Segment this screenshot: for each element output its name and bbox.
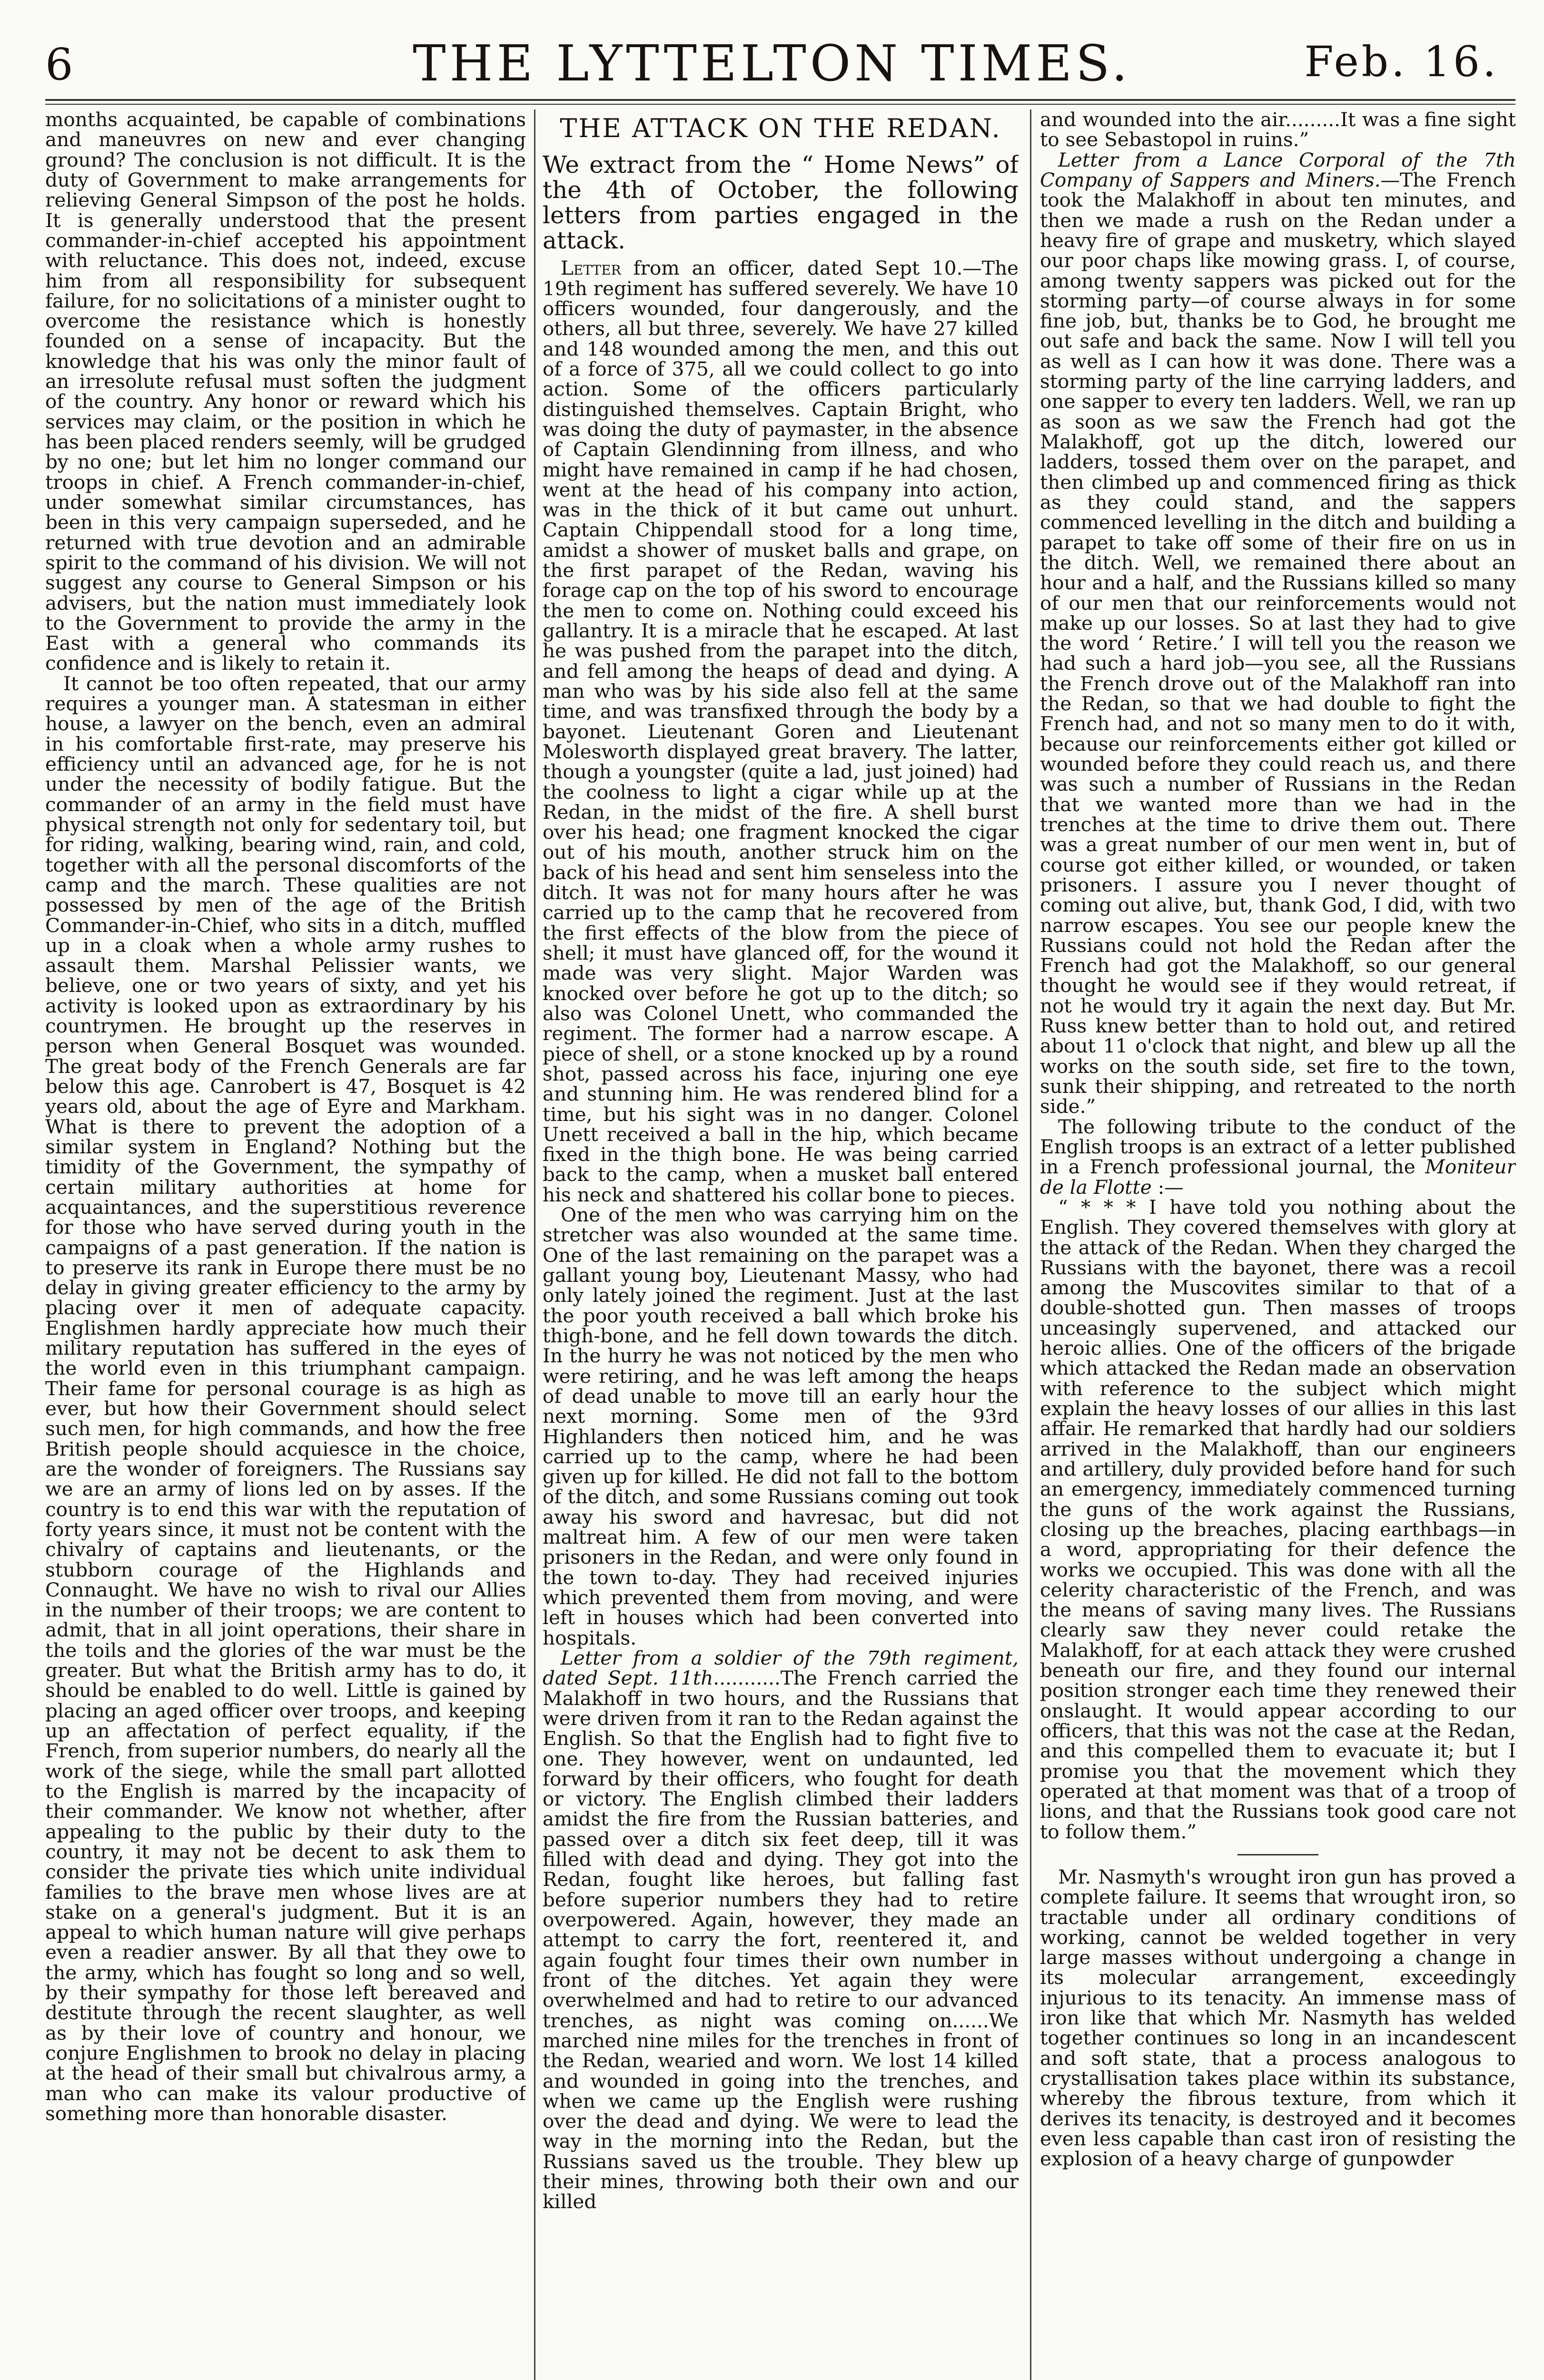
column-3 xyxy=(1040,109,1516,2380)
page-number: 6 xyxy=(45,39,73,90)
soldier-letter-label: Letter from a soldier of the 79th regiment, dated Sept. 11th xyxy=(543,1646,1019,1690)
editorial-paragraph-2: It cannot be too often repeated, that our army requires a younger man. A statesman in either house, a lawyer on the bench, even an admiral in his comfortable first-rate, may preserve his efficiency until an advanced age, for he is not under the necessity of bodily fatigue. But the commander of an army in the field must have physical strength not only for sedentary toil, but for riding, walking, bearing wind, rain, and cold, together with all the personal discomforts of the camp and the march. These qualities are not possessed by men of the age of the British Commander-in-Chief, who sits in a ditch, muffled up in a cloak when a whole army rushes to assault them. Marshal Pelissier wants, we believe, one or two years of sixty, and yet his activity is looked upon as extraordinary by his countrymen. He brought up the reserves in person when General Bosquet was wounded. The great body of the French Generals are far below this age. Canrobert is 47, Bosquet is 42 years old, about the age of Eyre and Markham. What is there to prevent the adoption of a similar system in England? Nothing but the timidity of the Government, the sympathy of certain military authorities at home for acquaintances, and the superstitious reverence for those who have served during youth in the campaigns of a past generation. If the nation is to preserve its rank in Europe there must be no delay in giving greater efficiency to the army by placing over it men of adequate capacity. Englishmen hardly appreciate how much their military reputation has suffered in the eyes of the world even in this triumphant campaign. Their fame for personal courage is as high as ever, but how their Government should select such men, for high commands, and how the free British people should acquiesce in the choice, are the wonder of foreigners. The Russians say we are an army of lions led on by asses. If the country is to end this war with the reputation of forty years since, it must not be content with the chivalry of captains and lieutenants, or the stubborn courage of the Highlands and Connaught. We have no wish to rival our Allies in the number of their troops; we are content to admit, that in all joint operations, their share in the toils and the glories of the war must be the greater. But what the British army has to do, it should be enabled to do well. Little is gained by placing an aged officer over troops, and keeping up an affectation of perfect equality, if the French, from superior numbers, do nearly all the work of the siege, while the small part allotted to the English is marred by the incapacity of their commander. We know not whether, after appealing to the public by their duty to the country, it may not be decent to ask them to consider the private ties which unite individual families to the brave men whose lives are at stake on a general's judgment. But it is an appeal to which human nature will give perhaps even a readier answer. By all that they owe to the army, which has fought so long and so well, by their sympathy for those left bereaved and destitute through the recent slaughter, as well as by their love of country and honour, we conjure Englishmen to brook no delay in placing at the head of their small but chivalrous army, a man who can make its valour productive of something more than honorable disaster. xyxy=(45,672,526,2125)
soldier-letter-end: and wounded into the air.........It was a fine sight to see Sebastopol in ruins.” xyxy=(1040,109,1516,151)
tribute-intro-text: The following tribute to the conduct of the English troops is an extract of a letter published in a French professional journal, the xyxy=(1040,1115,1516,1179)
column-1 xyxy=(45,109,526,2380)
officer-letter-text: from an officer, dated Sept 10.—The 19th regiment has suffered severely. We have 10 officers wounded, four dangerously, and the others, all but three, severely. We have 27 killed and 148 wounded among the men, and this out of a force of 375, all we could collect to go into action. Some of the officers particularly distinguished themselves. Captain Bright, who was doing the duty of paymaster, in the absence of Captain Glendinning from illness, and who might have remained in camp if he had chosen, went at the head of his company into action, was in the thick of it but came out unhurt. Captain Chippendall stood for a long time, amidst a shower of musket balls and grape, on the first parapet of the Redan, waving his forage cap on the top of his sword to encourage the men to come on. Nothing could exceed his gallantry. It is a miracle that he escaped. At last he was pushed from the parapet into the ditch, and fell among the heaps of dead and dying. A man who was by his side also fell at the same time, and was transfixed through the body by a bayonet. Lieutenant Goren and Lieutenant Molesworth displayed great bravery. The latter, though a youngster (quite a lad, just joined) had the coolness to light a cigar while up at the Redan, in the midst of the fire. A shell burst over his head; one fragment knocked the cigar out of his mouth, another struck him on the back of his head and sent him senseless into the ditch. It was not for many hours after he was carried up to the camp that he recovered from the first effects of the blow from the piece of shell; it must have glanced off, for the wound it made was very slight. Major Warden was knocked over before he got up to the ditch; so also was Colonel Unett, who commanded the regiment. The former had a narrow escape. A piece of shell, or a stone knocked up by a round shot, passed across his face, injuring one eye and stunning him. He was rendered blind for a time, but his sight was in no danger. Colonel Unett received a ball in the hip, which became fixed in the thigh bone. He was being carried back to the camp, when a musket ball entered his neck and shattered his collar bone to pieces. xyxy=(543,257,1019,1206)
header-rule xyxy=(45,99,1515,105)
issue-date: Feb. 16. xyxy=(1304,37,1499,86)
officer-letter xyxy=(543,258,1019,1205)
sapper-letter-text: —The French took the Malakhoff in about ten minutes, and then we made a rush on the Redan under a heavy fire of grape and musketry, which slayed our poor chaps like mowing grass. I, of course, among twenty sappers was picked out for the storming party—of course always in for some fine job, but, thanks be to God, he brought me out safe and back the same. Now I will tell you as well as I can how it was done. There was a storming party of the line carrying ladders, and one sapper to every ten ladders. Well, we ran up as soon as we saw the French had got the Malakhoff, got up the ditch, lowered our ladders, tossed them over on the parapet, and then climbed up and commenced firing as thick as they could stand, and the sappers commenced levelling in the ditch and building a parapet to take off some of their fire on us in the ditch. Well, we remained there about an hour and a half, and the Russians killed so many of our men that our reinforcements would not make up our losses. So at last they had to give the word ‘ Retire.’ I will tell you the reason we had such a hard job—you see, all the Russians the French drove out of the Malakhoff ran into the Redan, so that we had double to fight the French had, and not so many men to do it with, because our reinforcements either got killed or wounded before they could reach us, and there was such a number of Russians in the Redan that we wanted more than we had in the trenches at the time to drive them out. There was a great number of our men went in, but of course got either killed, or wounded, or taken prisoners. I assure you I never thought of coming out alive, but, thank God, I did, with two narrow escapes. You see our people knew the Russians could not hold the Redan after the French had got the Malakhoff, so our general thought he would see if they would retreat, if not he would try it again the next day. But Mr. Russ knew better than to hold out, and retired about 11 o'clock that night, and blew up all the works on the south side, set fire to the town, sunk their shipping, and retreated to the north side.” xyxy=(1040,168,1516,1118)
sapper-letter-label: Letter from a Lance Corporal of the 7th Company of Sappers and Miners. xyxy=(1040,148,1516,191)
column-2 xyxy=(543,109,1019,2380)
officer-letter-continued: One of the men who was carrying him on the stretcher was also wounded at the same time. One of the last remaining on the parapet was a gallant young boy, Lieutenant Massy, who had only lately joined the regiment. Just at the last the poor youth received a ball which broke his thigh-bone, and he fell down towards the ditch. In the hurry he was not noticed by the men who were retiring, and he was left among the heaps of dead unable to move till an early hour the next morning. Some men of the 93rd Highlanders then noticed him, and he was carried up to the camp, where he had been given up for killed. He did not fall to the bottom of the ditch, and some Russians coming out took away his sword and havresac, but did not maltreat him. A few of our men were taken prisoners in the Redan, and were only found in the town to-day. They had received injuries which prevented them from moving, and were left in houses which had been converted into hospitals. xyxy=(543,1203,1019,1649)
article-intro: We extract from the “ Home News” of the 4th of October, the following letters from parties engaged in the attack. xyxy=(543,151,1019,255)
letter-label: Letter xyxy=(561,257,621,280)
article-divider xyxy=(1237,1854,1318,1855)
tribute-text: “ * * * I have told you nothing about the English. They covered themselves with glory at the attack of the Redan. When they charged the Russians with the bayonet, there was a recoil among the Muscovites similar to that of a double-shotted gun. Then masses of troops unceasingly supervened, and attacked our heroic allies. One of the officers of the brigade which attacked the Redan made an observation with reference to the subject which might explain the heavy losses of our allies in this last affair. He remarked that hardly had our soldiers arrived in the Malakhoff, than our engineers and artillery, duly provided before hand for such an emergency, immediately commenced turning the guns of the work against the Russians, closing up the breaches, placing earthbags—in a word, appropriating for their defence the works we occupied. This was done with all the celerity characteristic of the French, and was the means of saving many lives. The Russians clearly saw they never could retake the Malakhoff, for at each attack they were crushed beneath our fire, and they found our internal position stronger each time they renewed their onslaught. It would appear according to our officers, that this was not the case at the Redan, and this compelled them to evacuate it; but I promise you that the movement which they operated at that moment was that of a troop of lions, and that the Russians took good care not to follow them.” xyxy=(1040,1195,1516,1843)
soldier-letter-text: ...........The French carried the Malakhoff in two hours, and the Russians that were driven from it ran to the Redan against the English. So that the English had to fight five to one. They however, went on undaunted, led forward by their officers, who fought for death or victory. The English climbed their ladders amidst the fire from the Russian batteries, and passed over a ditch six feet deep, till it was filled with dead and dying. They got into the Redan, fought like heroes, but falling fast before superior numbers they had to retire overpowered. Again, however, they made an attempt to carry the fort, reentered it, and again fought four times their own number in front of the ditches. Yet again they were overwhelmed and had to retire to our advanced trenches, as night was coming on......We marched nine miles for the trenches in front of the Redan, wearied and worn. We lost 14 killed and wounded in going into the trenches, and when we came up the English were rushing over the dead and dying. We were to lead the way in the morning into the Redan, but the Russians saved us the trouble. They blew up their mines, throwing both their own and our killed xyxy=(543,1666,1019,2213)
tribute-intro-suffix: :— xyxy=(1151,1175,1184,1199)
newspaper-title: THE LYTTELTON TIMES. xyxy=(413,34,1131,92)
article-heading: THE ATTACK ON THE REDAN. xyxy=(560,113,1001,143)
journal-name: Moniteur de la Flotte xyxy=(1040,1155,1516,1199)
sapper-letter xyxy=(1040,150,1516,1117)
nasmyth-gun-article: Mr. Nasmyth's wrought iron gun has proved a complete failure. It seems that wrought iron, so tractable under all ordinary conditions of working, cannot be welded together in very large masses without undergoing a change in its molecular arrangement, exceedingly injurious to its tenacity. An immense mass of iron like that which Mr. Nasmyth has welded together continues so long in an incandescent and soft state, that a process analogous to crystallisation takes place within its substance, whereby the fibrous texture, from which it derives its tenacity, is destroyed and it becomes even less capable than cast iron of resisting the explosion of a heavy charge of gunpowder xyxy=(1040,1865,1516,2171)
editorial-paragraph-1: months acquainted, be capable of combinations and maneuvres on new and ever changing ground? The conclusion is not difficult. It is the duty of Government to make arrangements for relieving General Simpson of the post he holds. It is generally understood that the present commander-in-chief accepted his appointment with reluctance. This does not, indeed, excuse him from all responsibility for subsequent failure, for no solicitations of a minister ought to overcome the resistance which is honestly founded on a sense of incapacity. But the knowledge that his was only the minor fault of an irresolute refusal must soften the judgment of the country. Any honor or reward which his services may claim, or the position in which he has been placed renders seemly, will be grudged by no one; but let him no longer command our troops in chief. A French commander-in-chief, under somewhat similar circumstances, has been in this very campaign superseded, and he returned with true devotion and an admirable spirit to the command of his division. We will not suggest any course to General Simpson or his advisers, but the nation must immediately look to the Government to provide the army in the East with a general who commands its confidence and is likely to retain it. xyxy=(45,109,526,675)
tribute-intro xyxy=(1040,1117,1516,1197)
soldier-letter xyxy=(543,1648,1019,2212)
page-header xyxy=(0,0,1544,112)
column-divider-1 xyxy=(534,109,535,2380)
column-divider-2 xyxy=(1030,109,1031,2380)
